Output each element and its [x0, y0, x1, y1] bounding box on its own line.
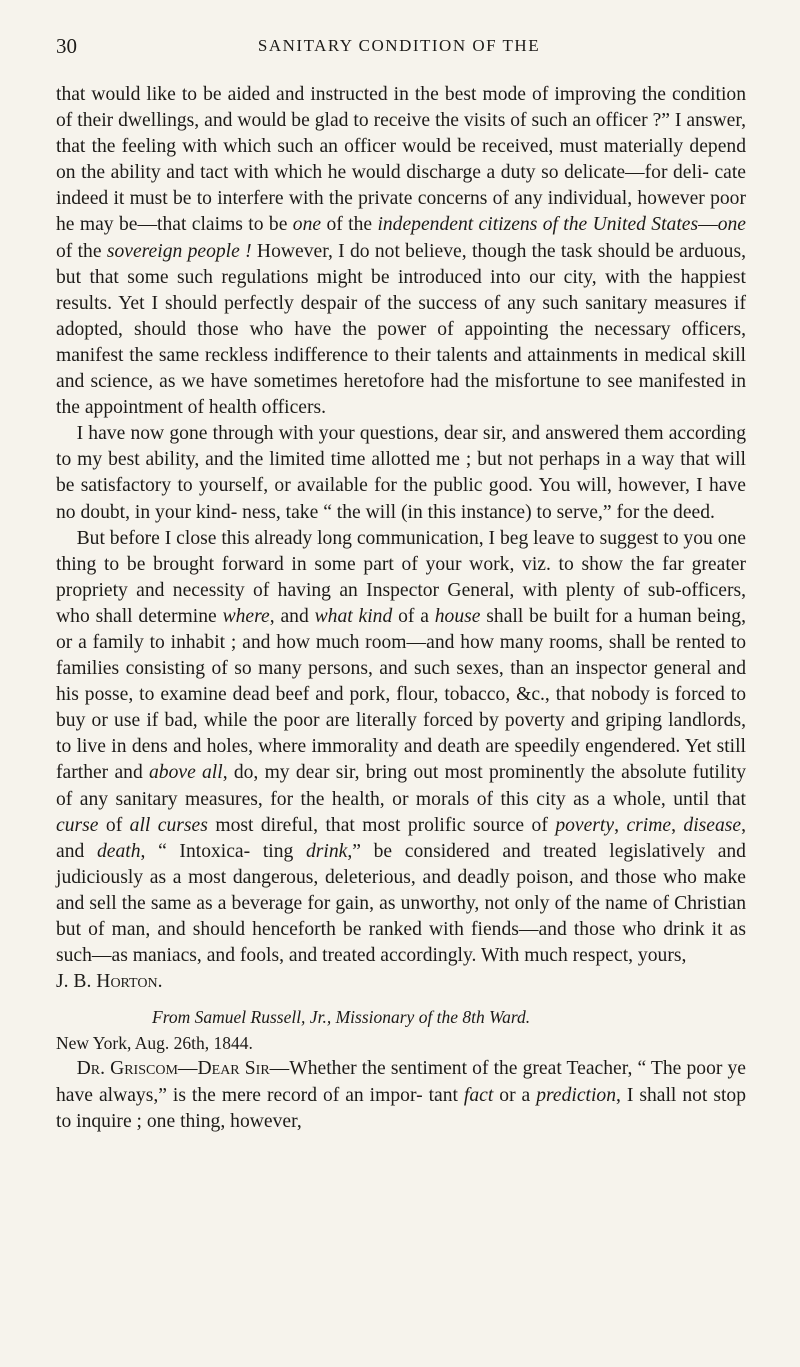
from-line: From Samuel Russell, Jr., Missionary of the 8th Ward. — [152, 1007, 531, 1028]
page-number: 30 — [56, 34, 77, 58]
paragraph-4: Dr. Griscom—Dear Sir—Whether the sentiment of the great Teacher, “ The poor ye have always,” is the mere record of an impor- tant fact or a prediction, I shall not stop to inquire ; one thing, however, — [56, 1058, 746, 1132]
signature: J. B. Horton. — [56, 971, 163, 993]
running-head: SANITARY CONDITION OF THE — [257, 36, 541, 55]
salutation: Dr. Griscom—Dear Sir — [76, 1058, 270, 1080]
paragraph-2: I have now gone through with your questions, dear sir, and answered them according to my best ability, and the limited time allotted me ; but not perhaps in a way that will be satisfactory to yourself, or available for the public good. You will, however, I have no doubt, in your kind- ness, take “ the will (in this instance) to serve,” for the deed. — [56, 423, 746, 523]
paragraph-1: that would like to be aided and instructed in the best mode of improving the condition of their dwellings, and would be glad to receive the visits of such an officer ?” I answer, that the feeling with which such an officer would be received, must materially depend on the ability and tact with which he would discharge a duty so delicate—for deli- cate indeed it must be to interfere with the private concerns of any individual, however poor he may be—that claims to be one of the independent citizens of the United States—one of the sovereign people ! However, I do not believe, though the task should be arduous, but that some such regulations might be introduced into our city, with the happiest results. Yet I should perfectly despair of the success of any such sanitary measures if adopted, should those who have the power of appointing the necessary officers, manifest the same reckless indifference to their talents and attainments in medical skill and science, as we have sometimes heretofore had the misfortune to see manifested in the appointment of health officers. — [56, 84, 747, 419]
page-body — [56, 82, 746, 1135]
dateline: New York, Aug. 26th, 1844. — [56, 1033, 253, 1054]
page-header — [56, 34, 742, 60]
paragraph-3: But before I close this already long communication, I beg leave to suggest to you one thing to be brought forward in some part of your work, viz. to show the far greater propriety and necessity of having an Inspector General, with plenty of sub-officers, who shall determine where, and what kind of a house shall be built for a human being, or a family to inhabit ; and how much room—and how many rooms, shall be rented to families consisting of so many persons, and such sexes, than an inspector general and his posse, to examine dead beef and pork, flour, tobacco, &c., that nobody is forced to buy or use if bad, while the poor are literally forced by poverty and griping landlords, to live in dens and holes, where immorality and death are speedily engendered. Yet still farther and above all, do, my dear sir, bring out most prominently the absolute futility of any sanitary measures, for the health, or morals of this city as a whole, until that curse of all curses most direful, that most prolific source of poverty, crime, disease, and death, “ Intoxica- ting drink,” be considered and treated legislatively and judiciously as a most dangerous, deleterious, and deadly poison, and those who make and sell the same as a beverage for gain, as unworthy, not only of the name of Christian but of man, and should henceforth be ranked with fiends—and those who drink it as such—as maniacs, and fools, and treated accordingly. With much respect, yours, — [56, 527, 747, 967]
